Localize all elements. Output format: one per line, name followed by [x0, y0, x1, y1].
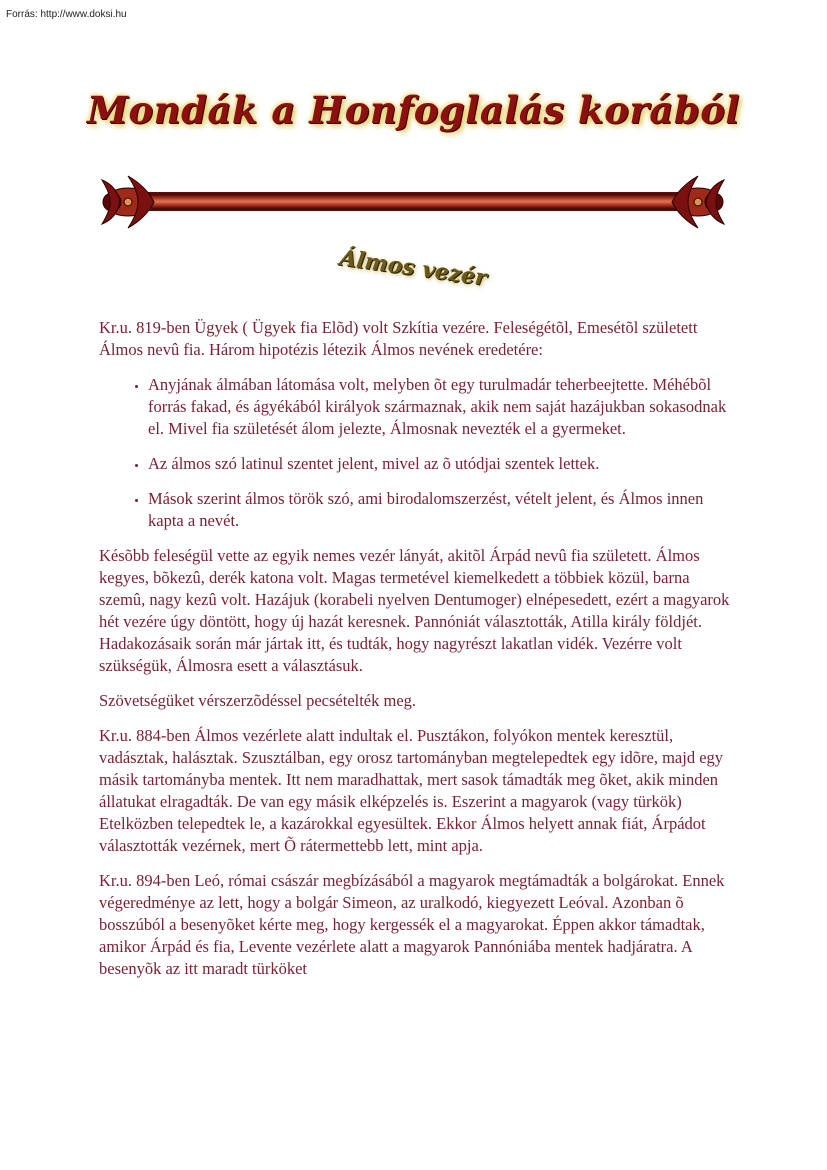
- body-paragraph: Kr.u. 894-ben Leó, római császár megbízásából a magyarok megtámadták a bolgárokat. Ennek végeredménye az lett, hogy a bolgár Simeon, az uralkodó, kiegyezett Leóval. Azonban õ bosszúból a besenyõket kérte meg, hogy kergessék el a magyarokat. Éppen akkor támadtak, amikor Árpád és fia, Levente vezérlete alatt a magyarok Pannóniába mentek hadjáratra. A besenyõk az itt maradt türköket: [99, 871, 725, 978]
- title-banner: [0, 88, 827, 132]
- decorative-divider-ornament: [98, 170, 728, 234]
- list-item: • Az álmos szó latinul szentet jelent, mivel az õ utódjai szentek lettek.: [148, 453, 739, 475]
- body-paragraph: Késõbb feleségül vette az egyik nemes vezér lányát, akitõl Árpád nevû fia született. Álmos kegyes, bõkezû, derék katona volt. Magas termetével kiemelkedett a többiek közül, barna szemû, nagy kezû volt. Hazájuk (korabeli nyelven Dentumoger) elnépesedett, ezért a magyarok hét vezére úgy döntött, hogy új hazát keresnek. Pannóniát választották, Atilla király földjét. Hadakozásaik során már jártak itt, és tudták, hogy nagyrészt lakatlan vidék. Vezérre volt szükségük, Álmosra esett a választásuk.: [99, 546, 730, 675]
- article-body: [99, 317, 739, 993]
- intro-paragraph: Kr.u. 819-ben Ügyek ( Ügyek fia Elõd) volt Szkítia vezére. Feleségétõl, Emesétõl született Álmos nevû fia. Három hipotézis létezik Álmos nevének eredetére:: [99, 318, 698, 359]
- list-item: • Anyjának álmában látomása volt, melyben õt egy turulmadár teherbeejtette. Méhébõl forrás fakad, és ágyékából királyok származnak, akik nem saját hazájukban sokasodnak el. Mivel fia születését álom jelezte, Álmosnak nevezték el a gyermeket.: [148, 374, 739, 440]
- page-title: Mondák a Honfoglalás korából: [87, 88, 740, 132]
- body-paragraph: Kr.u. 884-ben Álmos vezérlete alatt indultak el. Pusztákon, folyókon mentek keresztül, vadásztak, halásztak. Szusztálban, egy orosz tartományban megtelepedtek egy idõre, majd egy másik tartományba mentek. Itt nem maradhattak, mert sasok támadták meg õket, akik minden állatukat elragadták. De van egy másik elképzelés is. Eszerint a magyarok (vagy türkök) Etelközben telepedtek le, a kazárokkal egyesültek. Ekkor Álmos helyett annak fiát, Árpádot választották vezérnek, mert Õ rátermettebb lett, mint apja.: [99, 726, 724, 855]
- source-url: Forrás: http://www.doksi.hu: [6, 9, 127, 20]
- section-subtitle: Álmos vezér: [338, 244, 489, 292]
- list-item: • Mások szerint álmos török szó, ami birodalomszerzést, vételt jelent, és Álmos innen kapta a nevét.: [148, 488, 739, 532]
- body-paragraph: Szövetségüket vérszerzõdéssel pecsételték meg.: [99, 691, 417, 710]
- hypotheses-list: [99, 374, 739, 532]
- right-flourish-icon: [672, 176, 724, 228]
- left-flourish-icon: [102, 176, 154, 228]
- subtitle-banner: [0, 244, 827, 292]
